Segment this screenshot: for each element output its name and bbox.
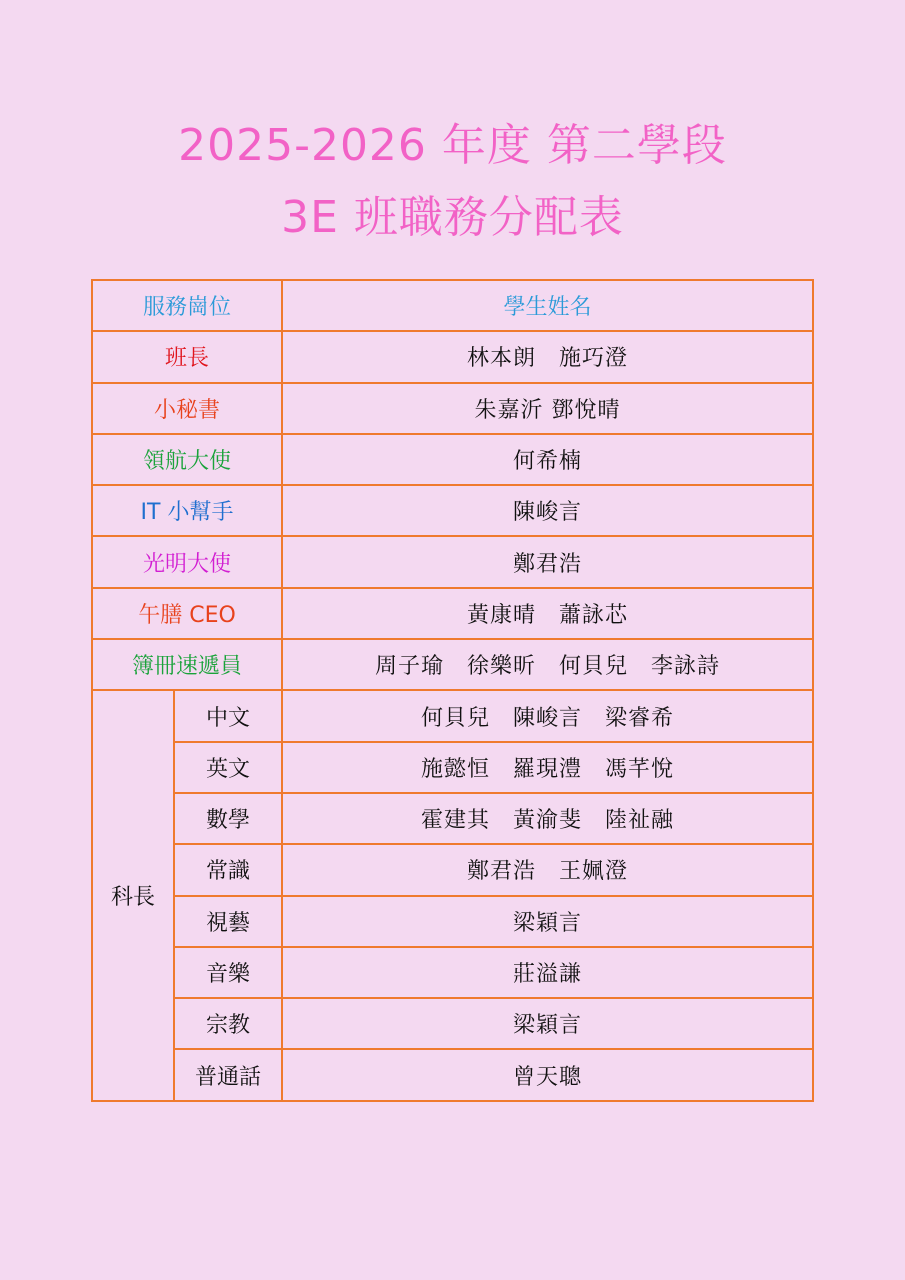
page-subtitle: 3E 班職務分配表 xyxy=(281,192,624,243)
duty-table xyxy=(91,279,814,1102)
role-cell: 簿冊速遞員 xyxy=(92,639,282,690)
names-cell: 曾天聰 xyxy=(282,1049,813,1100)
names-cell: 施懿恒 羅現澧 馮芊悅 xyxy=(282,742,813,793)
table-row xyxy=(92,434,813,485)
page-title: 2025-2026 年度 第二學段 xyxy=(178,120,727,171)
role-cell: 班長 xyxy=(92,331,282,382)
names-cell: 鄭君浩 王姵澄 xyxy=(282,844,813,895)
table-row xyxy=(92,998,813,1049)
table-row xyxy=(92,896,813,947)
names-cell: 林本朗 施巧澄 xyxy=(282,331,813,382)
role-cell: IT 小幫手 xyxy=(92,485,282,536)
names-cell: 何貝兒 陳峻言 梁睿希 xyxy=(282,690,813,741)
subject-cell: 普通話 xyxy=(174,1049,282,1100)
table-row xyxy=(92,331,813,382)
names-cell: 陳峻言 xyxy=(282,485,813,536)
table-row xyxy=(92,947,813,998)
names-cell: 梁穎言 xyxy=(282,896,813,947)
names-cell: 何希楠 xyxy=(282,434,813,485)
table-row xyxy=(92,485,813,536)
subject-cell: 常識 xyxy=(174,844,282,895)
names-cell: 周子瑜 徐樂昕 何貝兒 李詠詩 xyxy=(282,639,813,690)
table-row xyxy=(92,793,813,844)
role-cell: 領航大使 xyxy=(92,434,282,485)
names-cell: 霍建其 黃渝斐 陸祉融 xyxy=(282,793,813,844)
subject-cell: 宗教 xyxy=(174,998,282,1049)
table-header-row xyxy=(92,280,813,331)
table-row xyxy=(92,1049,813,1100)
subject-cell: 中文 xyxy=(174,690,282,741)
subject-cell: 數學 xyxy=(174,793,282,844)
table-row xyxy=(92,844,813,895)
names-cell: 黃康晴 蕭詠芯 xyxy=(282,588,813,639)
table-row xyxy=(92,536,813,587)
subject-cell: 英文 xyxy=(174,742,282,793)
names-cell: 朱嘉沂 鄧悅晴 xyxy=(282,383,813,434)
role-cell: 午膳 CEO xyxy=(92,588,282,639)
names-cell: 梁穎言 xyxy=(282,998,813,1049)
table-row xyxy=(92,383,813,434)
subject-cell: 視藝 xyxy=(174,896,282,947)
table-row xyxy=(92,742,813,793)
subject-group-label: 科長 xyxy=(92,690,174,1100)
names-cell: 鄭君浩 xyxy=(282,536,813,587)
table-row xyxy=(92,639,813,690)
role-cell: 小秘書 xyxy=(92,383,282,434)
header-names: 學生姓名 xyxy=(282,280,813,331)
names-cell: 莊溢謙 xyxy=(282,947,813,998)
table-row xyxy=(92,690,813,741)
role-cell: 光明大使 xyxy=(92,536,282,587)
table-row xyxy=(92,588,813,639)
subject-cell: 音樂 xyxy=(174,947,282,998)
header-role: 服務崗位 xyxy=(92,280,282,331)
